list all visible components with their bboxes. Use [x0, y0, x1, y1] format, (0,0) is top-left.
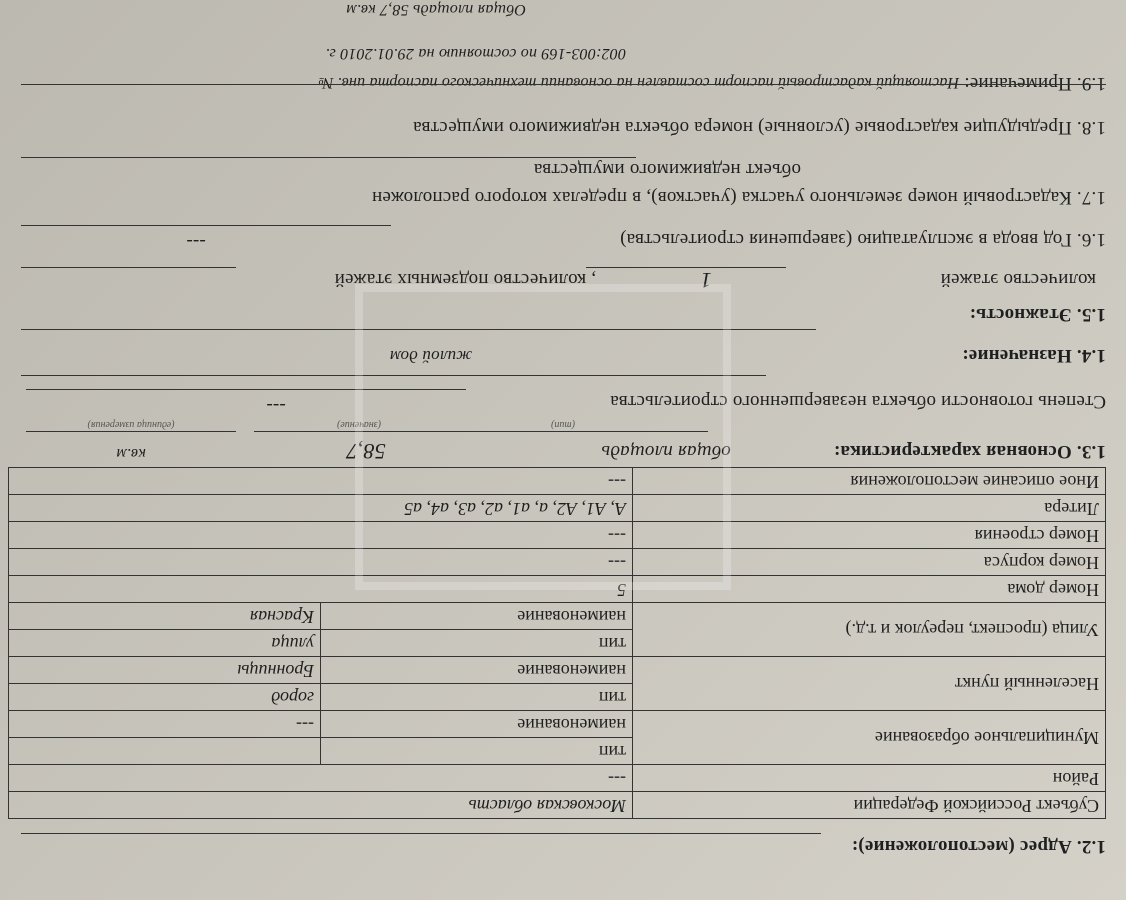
table-row [9, 684, 1106, 711]
note-text-line2: 002:003-169 по состоянию на 29.01.2010 г. [325, 45, 626, 62]
characteristic-value: 58,7 [346, 439, 386, 464]
section-1-8-title: 1.8. Предыдущие кадастровые (условные) номера объекта недвижимого имущества [412, 117, 1106, 138]
row-label: Номер строения [633, 522, 1106, 549]
previous-numbers-underline [21, 157, 636, 158]
row-sublabel: наименование [321, 603, 633, 630]
row-label: Иное описание местоположения [633, 468, 1106, 495]
row-label: Муниципальное образование [633, 711, 1106, 765]
section-1-9-title [318, 72, 1106, 94]
row-sublabel: тип [321, 684, 633, 711]
characteristic-type: общая площадь [601, 441, 731, 462]
row-label: Литера [633, 495, 1106, 522]
table-row [9, 765, 1106, 792]
land-plot-underline [21, 225, 391, 226]
row-value: А, А1, А2, а, а1, а2, а3, а4, а5 [9, 495, 633, 522]
section-1-9-label: 1.9. Примечание: [964, 73, 1106, 94]
row-label: Номер дома [633, 576, 1106, 603]
row-value: --- [9, 549, 633, 576]
row-label: Улица (проспект, переулок и т.д.) [633, 603, 1106, 657]
floors-label: количество этажей [940, 269, 1096, 290]
row-sublabel: тип [321, 738, 633, 765]
table-row [9, 630, 1106, 657]
commissioning-year-underline [21, 267, 236, 268]
readiness-value: --- [266, 395, 286, 416]
unit-underline [26, 431, 236, 432]
section-1-6-title: 1.6. Год ввода в эксплуатацию (завершения строительства) [619, 229, 1106, 250]
caption-unit: (единица измерения) [87, 419, 175, 430]
characteristic-unit: кв.м [116, 445, 146, 462]
section-1-5-title: 1.5. Этажность: [969, 304, 1106, 325]
table-row [9, 792, 1106, 819]
caption-type: (тип) [551, 419, 575, 430]
row-value: --- [9, 765, 633, 792]
section-1-3-title: 1.3. Основная характеристика: [833, 441, 1106, 462]
commissioning-year-value: --- [186, 231, 206, 252]
note-text-line3: Общая площадь 58,7 кв.м [346, 1, 526, 18]
underground-floors-label: , количество подземных этажей [334, 269, 596, 290]
floors-value: 1 [700, 268, 712, 293]
table-row [9, 738, 1106, 765]
row-value: --- [9, 522, 633, 549]
row-value: --- [9, 711, 321, 738]
row-value [9, 738, 321, 765]
section-1-2-title: 1.2. Адрес (местоположение): [851, 836, 1106, 857]
address-underline [21, 833, 821, 834]
row-label: Номер корпуса [633, 549, 1106, 576]
note-text: Настоящий кадастровый паспорт составлен на основании технического паспорта инв. № [317, 74, 960, 91]
row-value: улица [9, 630, 321, 657]
row-value: город [9, 684, 321, 711]
row-sublabel: наименование [321, 711, 633, 738]
row-label: Субъект Российской Федерации [633, 792, 1106, 819]
row-value: Красная [9, 603, 321, 630]
section-1-7-title: 1.7. Кадастровый номер земельного участка (участков), в пределах которого расположен [371, 187, 1106, 208]
row-sublabel: тип [321, 630, 633, 657]
row-value: 5 [9, 576, 633, 603]
row-sublabel: наименование [321, 657, 633, 684]
row-label: Район [633, 765, 1106, 792]
section-1-4-title: 1.4. Назначение: [962, 345, 1106, 366]
row-value: Бронницы [9, 657, 321, 684]
purpose-value: жилой дом [389, 347, 473, 366]
note-top-line [21, 84, 1106, 85]
row-label: Населенный пункт [633, 657, 1106, 711]
watermark-logo [355, 284, 731, 590]
floors-underline [586, 267, 786, 268]
row-value: --- [9, 468, 633, 495]
readiness-label: Степень готовности объекта незавершенного строительства [610, 391, 1106, 412]
row-value: Московская область [9, 792, 633, 819]
caption-value: (значение) [337, 419, 381, 430]
section-1-7-title-line2: объект недвижимого имущества [533, 159, 801, 180]
